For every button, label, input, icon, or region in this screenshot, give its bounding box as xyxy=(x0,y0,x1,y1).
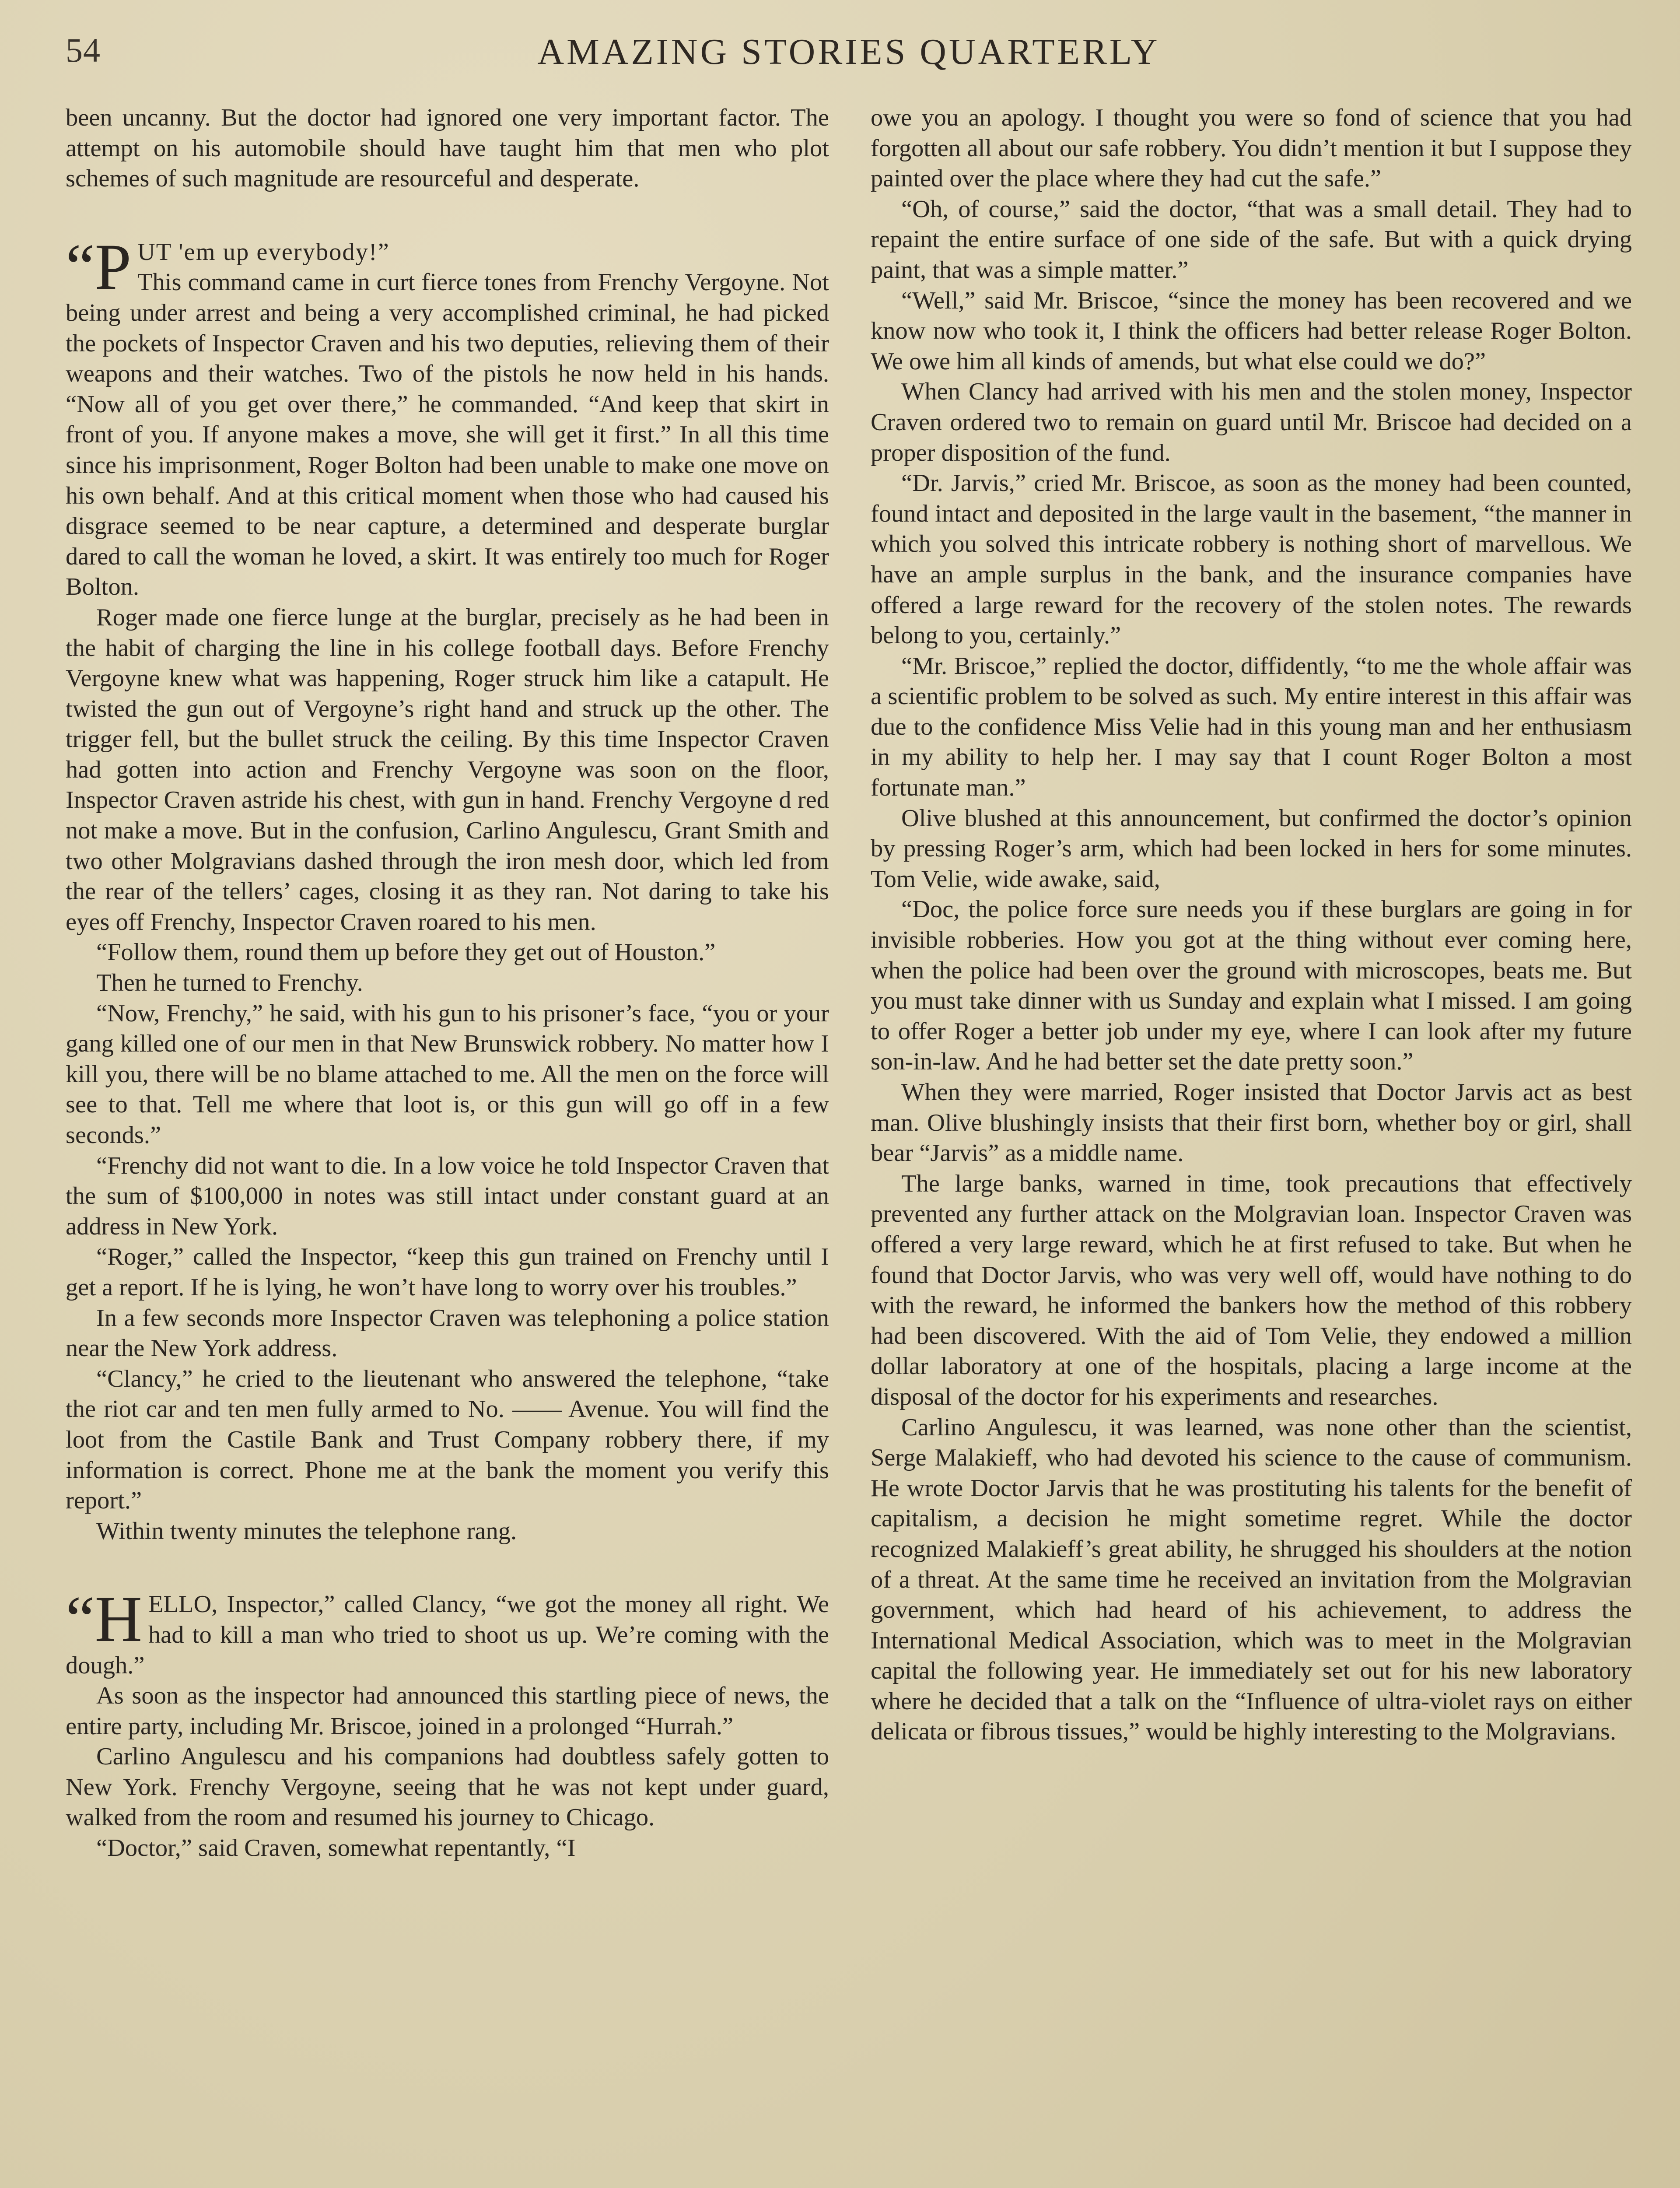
paragraph: “Dr. Jarvis,” cried Mr. Briscoe, as soon as the money had been counted, found intact and deposited in the large vault in the basement, “the manner in which you solved this intricate robbery is nothing short of marvellous. We have an ample surplus in the bank, and the insurance companies have offered a large reward for the recovery of the stolen notes. The rewards belong to you, certainly.” xyxy=(871,470,1632,649)
page-number: 54 xyxy=(66,31,101,69)
paragraph: “Doc, the police force sure needs you if these burglars are going in for invisible robberies. How you got at the thing without ever coming here, when the police had been over the ground with microscopes, beats me. But you must take dinner with us Sunday and explain what I missed. I am going to offer Roger a better job under my eye, where I can look after my future son-in-law. And he had better set the date pretty soon.” xyxy=(871,896,1632,1076)
lead-in-text: ELLO, Inspector,” called Clancy, “we got the money all right. We had to kill a man who tried to shoot us up. We’re coming with the dough.” xyxy=(66,1591,829,1679)
paragraph: owe you an apology. I thought you were so fond of science that you had forgotten all about our safe robbery. You didn’t mention it but I suppose they painted over the place where they had cut the safe.” xyxy=(871,104,1632,193)
paragraph: “Now, Frenchy,” he said, with his gun to his prisoner’s face, “you or your gang killed one of our men in that New Brunswick robbery. No matter how I kill you, there will be no blame attached to me. All the men on the force will see to that. Tell me where that loot is, or this gun will go off in a few seconds.” xyxy=(66,999,829,1149)
paragraph: Roger made one fierce lunge at the burglar, precisely as he had been in the habit of charging the line in his college football days. Before Frenchy Vergoyne knew what was happening, Roger struck him like a catapult. He twisted the gun out of Vergoyne’s right hand and struck up the other. The trigger fell, but the bullet struck the ceiling. By this time Inspector Craven had gotten into action and Frenchy Vergoyne was soon on the floor, Inspector Craven astride his chest, with gun in hand. Frenchy Vergoyne d red not make a move. But in the confusion, Carlino Angulescu, Grant Smith and two other Molgravians dashed through the iron mesh door, which led from the rear of the tellers’ cages, closing it as they ran. Not daring to take his eyes off Frenchy, Inspector Craven roared to his men. xyxy=(66,603,829,936)
section-break xyxy=(66,194,829,237)
paragraph: “Roger,” called the Inspector, “keep this gun trained on Frenchy until I get a report. If he is lying, he won’t have long to worry over his troubles.” xyxy=(66,1243,829,1301)
paragraph: “Oh, of course,” said the doctor, “that was a small detail. They had to repaint the entire surface of one side of the safe. But with a quick drying paint, that was a simple matter.” xyxy=(871,195,1632,284)
paragraph: Then he turned to Frenchy. xyxy=(96,969,363,997)
paragraph: In a few seconds more Inspector Craven was telephoning a police station near the New York address. xyxy=(66,1304,829,1362)
section-opening-paragraph xyxy=(66,1583,829,1681)
section-opening-paragraph xyxy=(66,230,829,603)
paragraph: Olive blushed at this announcement, but confirmed the doctor’s opinion by pressing Roger’s arm, which had been locked in hers for some minutes. Tom Velie, wide awake, said, xyxy=(871,804,1632,893)
left-column xyxy=(66,103,829,1864)
paragraph: As soon as the inspector had announced this startling piece of news, the entire party, including Mr. Briscoe, joined in a prolonged “Hurrah.” xyxy=(66,1682,829,1740)
paragraph: “Frenchy did not want to die. In a low voice he told Inspector Craven that the sum of $100,000 in notes was still intact under constant guard at an address in New York. xyxy=(66,1152,829,1240)
paragraph: “Doctor,” said Craven, somewhat repentantly, “I xyxy=(96,1834,576,1862)
page-header xyxy=(66,31,1632,79)
paragraph: “Well,” said Mr. Briscoe, “since the money has been recovered and we know now who took it, I think the officers had better release Roger Bolton. We owe him all kinds of amends, but what else could we do?” xyxy=(871,287,1632,375)
paragraph: “Clancy,” he cried to the lieutenant who answered the telephone, “take the riot car and ten men fully armed to No. —— Avenue. You will find the loot from the Castile Bank and Trust Company robbery there, if my information is correct. Phone me at the bank the moment you verify this report.” xyxy=(66,1365,829,1515)
paragraph: Within twenty minutes the telephone rang. xyxy=(96,1517,517,1545)
paragraph: “Mr. Briscoe,” replied the doctor, diffidently, “to me the whole affair was a scientific problem to be solved as such. My entire interest in this affair was due to the confidence Miss Velie had in this young man and her enthusiasm in my ability to help her. I may say that I count Roger Bolton a most fortunate man.” xyxy=(871,652,1632,802)
paragraph: Carlino Angulescu, it was learned, was none other than the scientist, Serge Malakieff, who had devoted his science to the cause of communism. He wrote Doctor Jarvis that he was prostituting his talents for the benefit of capitalism, a decision he might sometime regret. While the doctor recognized Malakieff’s great ability, he shrugged his shoulders at the notion of a threat. At the same time he received an invitation from the Molgravian government, which had heard of his achievement, to address the International Medical Association, which was to meet in the Molgravian capital the following year. He immediately set out for his new laboratory where he decided that a talk on the “Influence of ultra-violet rays on either delicata or fibrous tissues,” would be highly interesting to the Molgravians. xyxy=(871,1413,1632,1746)
paragraph: The large banks, warned in time, took precautions that effectively prevented any further attack on the Molgravian loan. Inspector Craven was offered a very large reward, which he at first refused to take. But when he found that Doctor Jarvis, who was very well off, would have nothing to do with the reward, he informed the bankers how the method of this robbery had been discovered. With the aid of Tom Velie, they endowed a million dollar laboratory at one of the hospitals, placing a large income at the disposal of the doctor for his experiments and researches. xyxy=(871,1170,1632,1410)
paragraph-text: This command came in curt fierce tones from Frenchy Vergoyne. Not being under arrest and being a very accomplished criminal, he had picked the pockets of Inspector Craven and his two deputies, relieving them of their weapons and their watches. Two of the pistols he now held in his hands. “Now all of you get over there,” he commanded. “And keep that skirt in front of you. If anyone makes a move, she will get it first.” In all this time since his imprisonment, Roger Bolton had been unable to make one move on his own behalf. And at this critical moment when those who had caused his disgrace seemed to be near capture, a determined and desperate burglar dared to call the woman he loved, a skirt. It was entirely too much for Roger Bolton. xyxy=(66,269,829,601)
lead-in-text: UT 'em up everybody!” xyxy=(137,238,390,266)
drop-cap: “P xyxy=(66,230,131,303)
running-head: AMAZING STORIES QUARTERLY xyxy=(537,32,1160,72)
paragraph: When they were married, Roger insisted that Doctor Jarvis act as best man. Olive blushingly insists that their first born, whether boy or girl, shall bear “Jarvis” as a middle name. xyxy=(871,1079,1632,1167)
paragraph: When Clancy had arrived with his men and the stolen money, Inspector Craven ordered two to remain on guard until Mr. Briscoe had decided on a proper disposition of the fund. xyxy=(871,378,1632,466)
paragraph: Carlino Angulescu and his companions had doubtless safely gotten to New York. Frenchy Vergoyne, seeing that he was not kept under guard, walked from the room and resumed his journey to Chicago. xyxy=(66,1743,829,1831)
right-column xyxy=(871,103,1632,1747)
paragraph: “Follow them, round them up before they get out of Houston.” xyxy=(96,939,716,966)
drop-cap: “H xyxy=(66,1583,142,1656)
section-break xyxy=(66,1546,829,1589)
paragraph: been uncanny. But the doctor had ignored one very important factor. The attempt on his automobile should have taught him that men who plot schemes of such magnitude are resourceful and desperate. xyxy=(66,104,829,193)
